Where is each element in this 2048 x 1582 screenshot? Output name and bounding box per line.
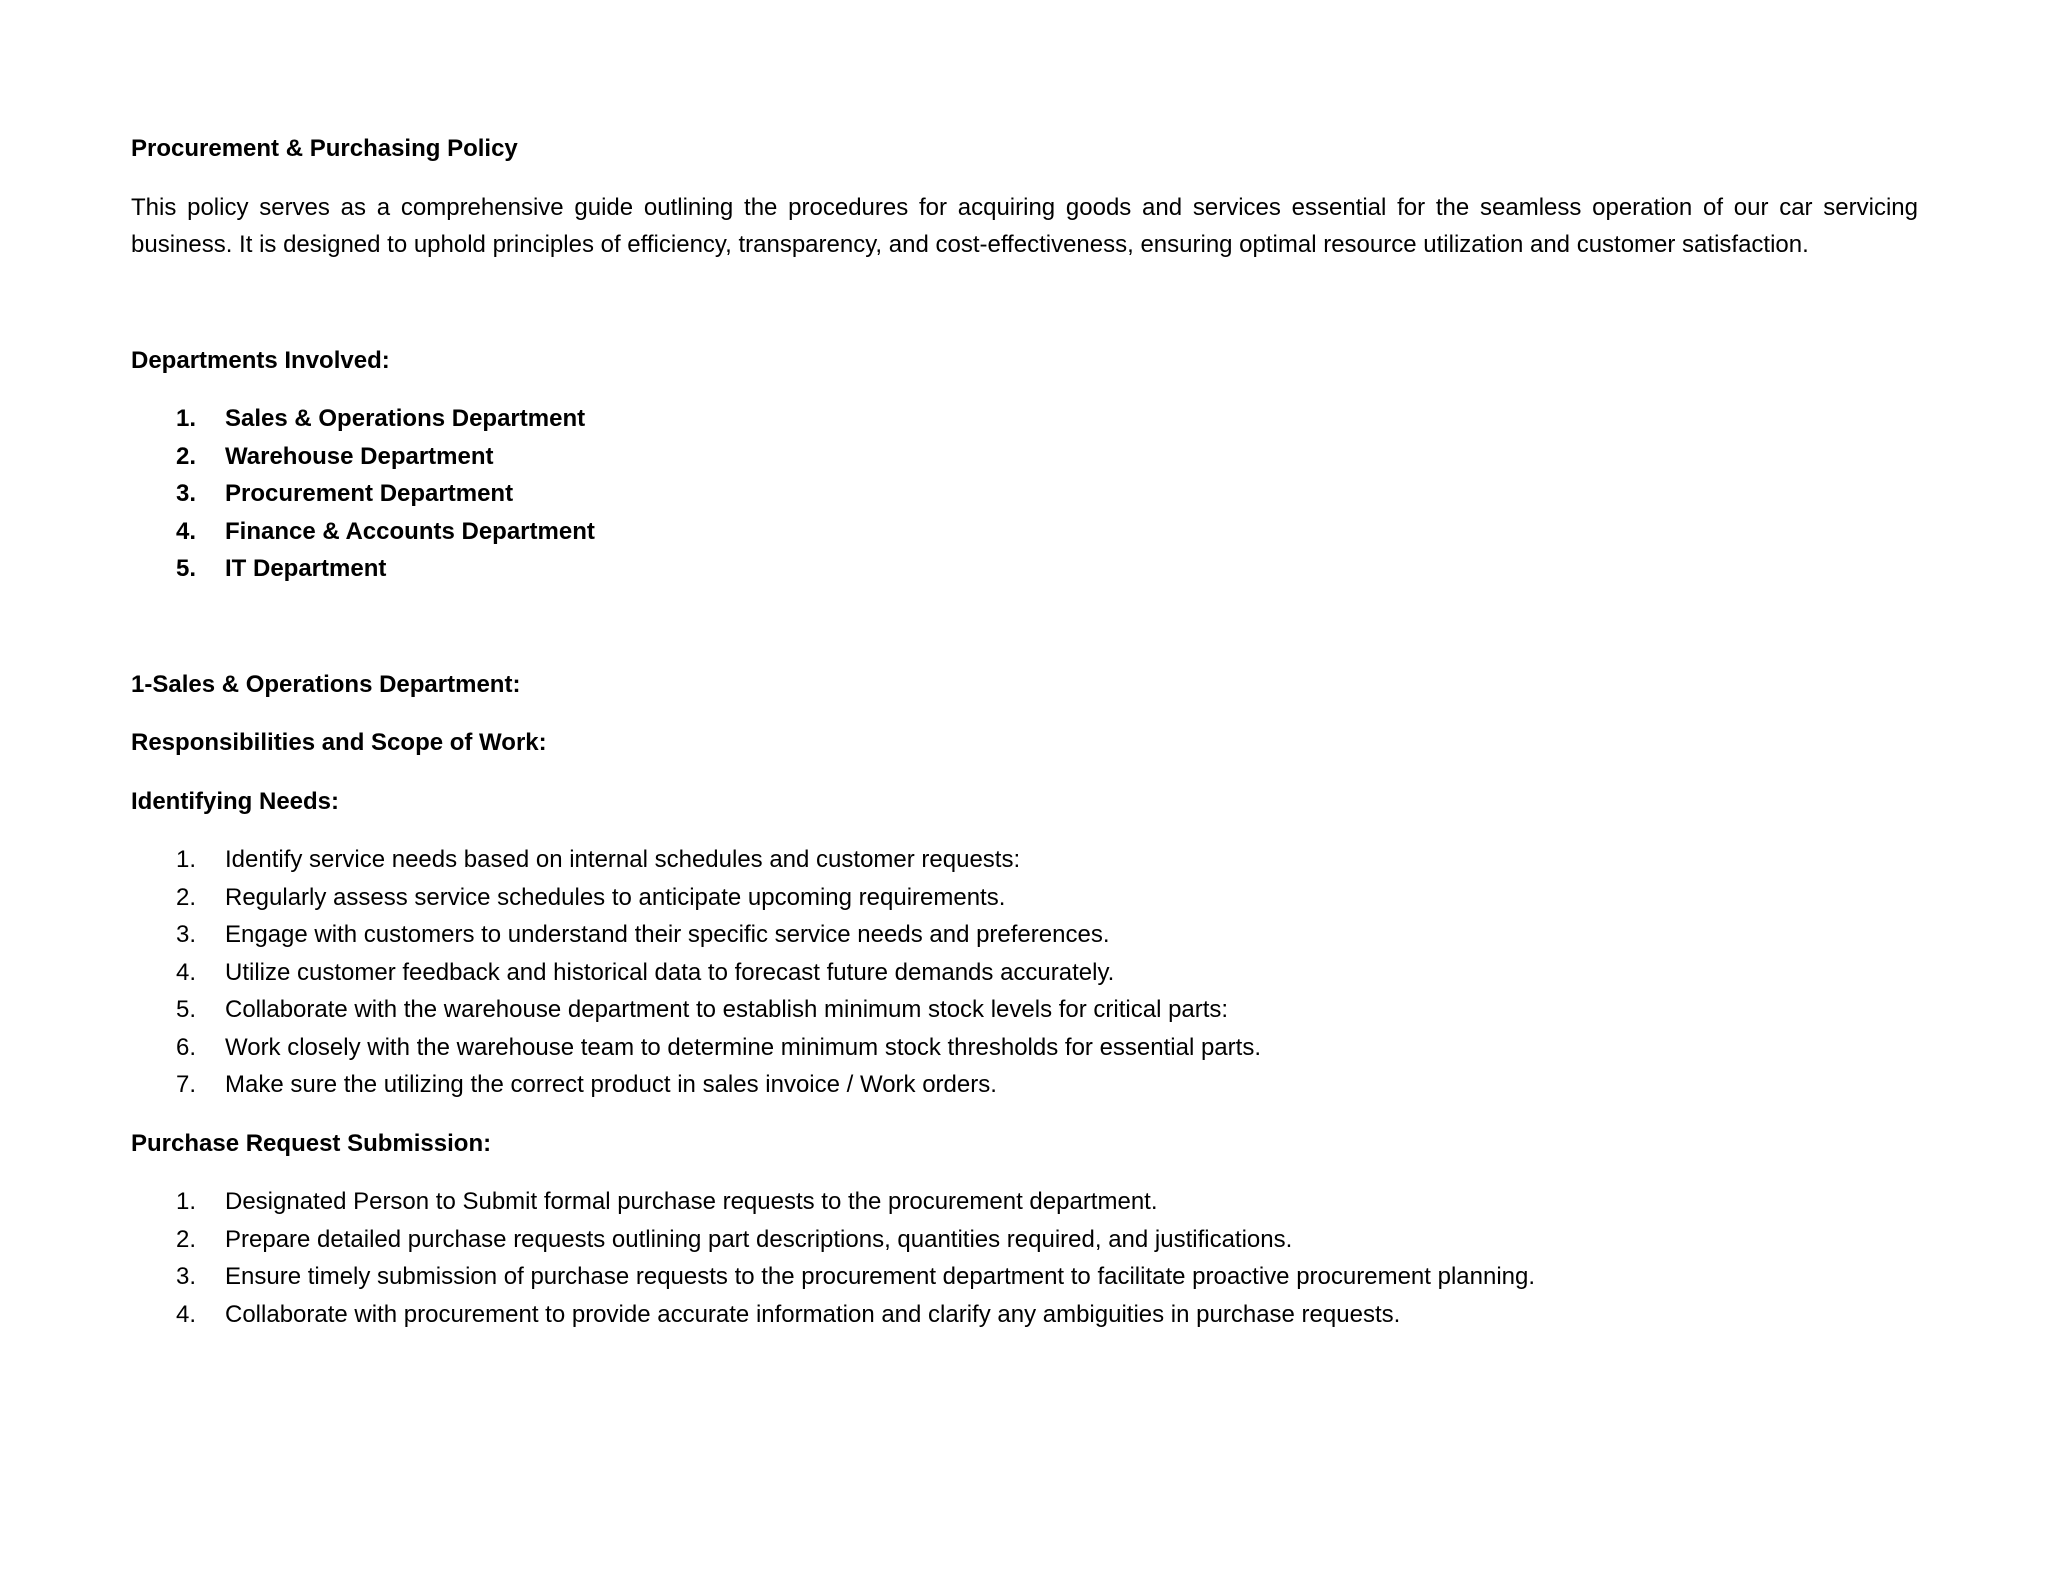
list-number: 2.: [176, 442, 197, 470]
list-item: [131, 1296, 1918, 1334]
list-item-text: Utilize customer feedback and historical data to forecast future demands accurately.: [225, 958, 1115, 986]
intro-paragraph: This policy serves as a comprehensive guide outlining the procedures for acquiring goods and services essential for the seamless operation of our car servicing business. It is designed to uphold principles of efficiency, transparency, and cost-effectiveness, ensuring optimal resource utilization and customer satisfaction.: [131, 193, 1918, 258]
list-item: [131, 1029, 1918, 1067]
list-item: [131, 954, 1918, 992]
list-number: 1.: [176, 405, 197, 432]
list-item: [131, 513, 1918, 551]
list-item: [131, 400, 1918, 438]
spacer: [131, 762, 1918, 783]
list-item: [131, 1221, 1918, 1259]
identifying-needs-list: [131, 841, 1918, 1104]
list-number: 3.: [176, 1263, 197, 1290]
list-number: 5.: [176, 996, 197, 1023]
spacer: [131, 379, 1918, 400]
list-item-text: Warehouse Department: [225, 442, 494, 470]
list-item-text: Regularly assess service schedules to anticipate upcoming requirements.: [225, 883, 1006, 911]
spacer: [131, 1162, 1918, 1183]
list-item-text: Work closely with the warehouse team to determine minimum stock thresholds for essential parts.: [225, 1033, 1261, 1061]
document-title: Procurement & Purchasing Policy: [131, 135, 518, 162]
list-item-text: Collaborate with the warehouse department to establish minimum stock levels for critical parts:: [225, 996, 1229, 1023]
list-number: 3.: [176, 921, 197, 948]
list-item-text: Finance & Accounts Department: [225, 517, 595, 545]
list-item: [131, 475, 1918, 513]
list-item: [131, 991, 1918, 1029]
list-item: [131, 841, 1918, 879]
list-item-text: Prepare detailed purchase requests outlining part descriptions, quantities required, and justifications.: [225, 1225, 1293, 1253]
list-item-text: Procurement Department: [225, 480, 514, 507]
spacer: [131, 588, 1918, 666]
list-number: 4.: [176, 517, 197, 545]
list-item: [131, 879, 1918, 917]
spacer: [131, 1104, 1918, 1125]
purchase-request-heading: Purchase Request Submission:: [131, 1129, 492, 1157]
responsibilities-heading: Responsibilities and Scope of Work:: [131, 729, 547, 756]
list-item: [131, 438, 1918, 476]
list-number: 3.: [176, 480, 197, 507]
section1-heading: 1-Sales & Operations Department:: [131, 670, 521, 698]
list-item: [131, 1066, 1918, 1104]
list-item-text: Designated Person to Submit formal purchase requests to the procurement department.: [225, 1188, 1158, 1215]
list-number: 2.: [176, 1225, 197, 1253]
purchase-request-list: [131, 1183, 1918, 1333]
spacer: [131, 168, 1918, 189]
list-item: [131, 1183, 1918, 1221]
list-item-text: Engage with customers to understand their specific service needs and preferences.: [225, 921, 1110, 948]
list-number: 4.: [176, 1300, 197, 1328]
list-number: 7.: [176, 1071, 197, 1098]
identifying-needs-heading: Identifying Needs:: [131, 787, 340, 815]
list-item: [131, 1258, 1918, 1296]
departments-heading: Departments Involved:: [131, 346, 390, 374]
list-number: 4.: [176, 958, 197, 986]
spacer: [131, 264, 1918, 342]
list-number: 5.: [176, 555, 197, 582]
list-item: [131, 550, 1918, 588]
list-item-text: Make sure the utilizing the correct product in sales invoice / Work orders.: [225, 1071, 997, 1098]
list-item-text: Collaborate with procurement to provide accurate information and clarify any ambiguities in purchase requests.: [225, 1300, 1401, 1328]
document-page: [131, 130, 1918, 1333]
departments-list: [131, 400, 1918, 588]
list-item-text: Ensure timely submission of purchase requests to the procurement department to facilitate proactive procurement planning.: [225, 1263, 1536, 1290]
list-number: 1.: [176, 1188, 197, 1215]
list-item-text: Sales & Operations Department: [225, 405, 586, 432]
list-item-text: IT Department: [225, 555, 387, 582]
list-number: 6.: [176, 1033, 197, 1061]
list-item-text: Identify service needs based on internal schedules and customer requests:: [225, 846, 1021, 873]
spacer: [131, 703, 1918, 724]
list-number: 2.: [176, 883, 197, 911]
list-item: [131, 916, 1918, 954]
list-number: 1.: [176, 846, 197, 873]
spacer: [131, 820, 1918, 841]
